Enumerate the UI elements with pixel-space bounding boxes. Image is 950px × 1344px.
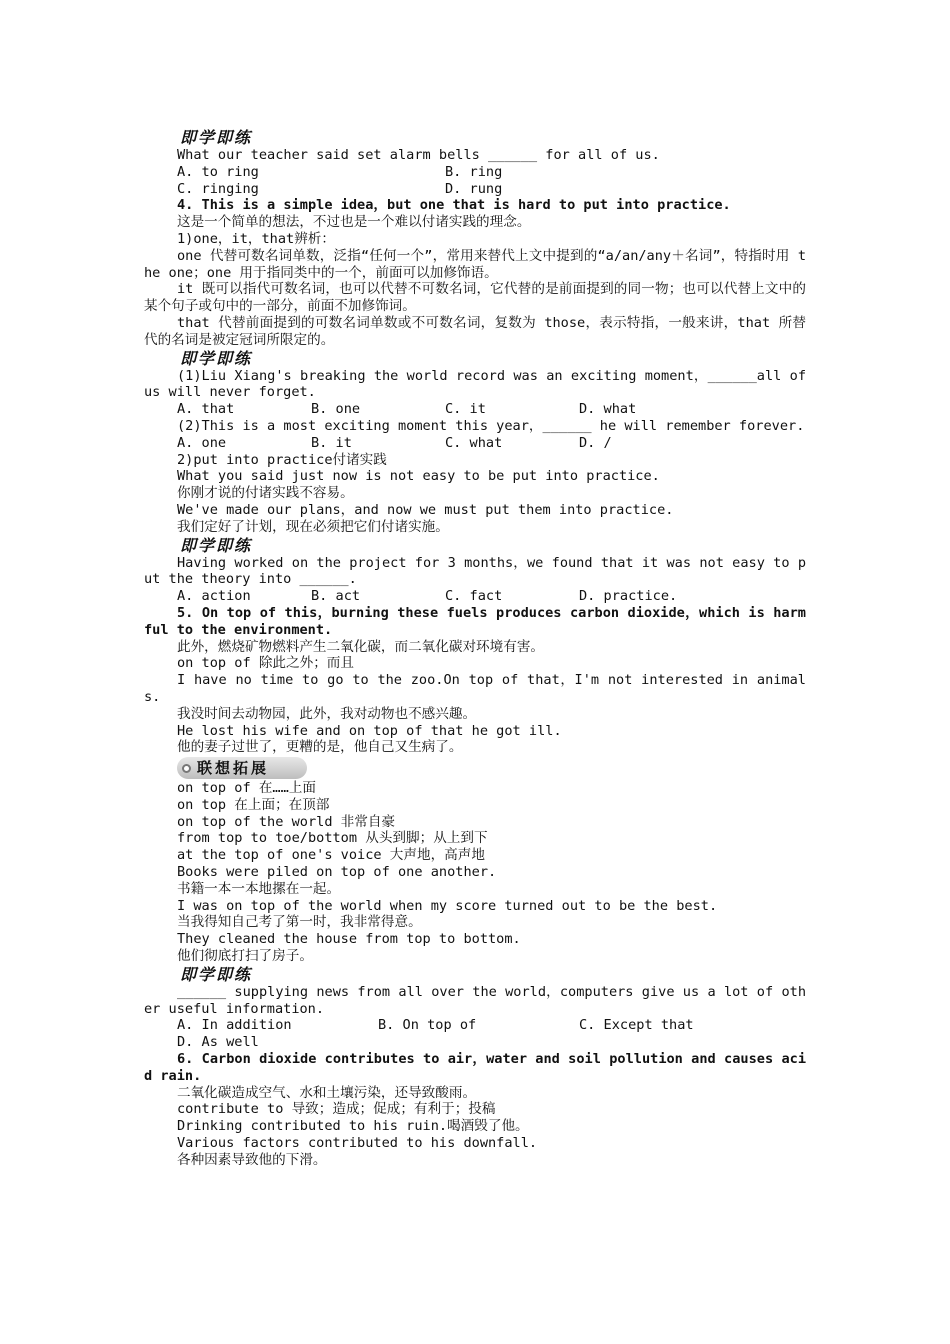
phrase-item: on top of 在……上面 xyxy=(177,780,316,797)
section-title: 6. Carbon dioxide contributes to air，water and soil pollution and causes acid rain. xyxy=(144,1051,806,1084)
example-sentence: Various factors contributed to his downfall. xyxy=(177,1135,538,1152)
option-a: A. In addition xyxy=(177,1017,292,1034)
explanation-paragraph: it 既可以指代可数名词，也可以代替不可数名词，它代替的是前面提到的同一物；也可以代替上文中的某个句子或句中的一部分，前面不加修饰词。 xyxy=(144,281,806,315)
definition: on top of 除此之外；而且 xyxy=(177,655,354,672)
explanation-paragraph: one 代替可数名词单数，泛指“任何一个”，常用来替代上文中提到的“a/an/any＋名词”，特指时用 the one；one 用于指同类中的一个，前面可以加修饰语。 xyxy=(144,247,806,281)
circle-bullet-icon xyxy=(182,764,191,773)
section-title: 5. On top of this，burning these fuels produces carbon dioxide，which is harmful to the environment. xyxy=(144,604,806,638)
practice-tag: 即学即练 xyxy=(180,128,253,147)
options-row xyxy=(144,181,806,198)
phrase-item: from top to toe/bottom 从头到脚；从上到下 xyxy=(177,830,488,847)
definition: contribute to 导致；造成；促成；有利于；投稿 xyxy=(177,1101,496,1118)
option-d: D. / xyxy=(579,434,612,451)
extension-badge-label: 联想拓展 xyxy=(197,759,270,778)
example-sentence: We've made our plans，and now we must put them into practice. xyxy=(177,501,674,518)
practice-tag: 即学即练 xyxy=(180,964,253,984)
example-sentence: What you said just now is not easy to be put into practice. xyxy=(177,468,660,485)
options-row xyxy=(144,401,806,418)
option-a: A. to ring xyxy=(177,163,259,180)
option-d: D. As well xyxy=(177,1034,259,1051)
options-row xyxy=(144,588,806,605)
option-a: A. action xyxy=(177,588,251,605)
option-c: C. Except that xyxy=(579,1017,694,1034)
exercise-question: (1)Liu Xiang's breaking the world record was an exciting moment，______all of us will never forget. xyxy=(144,367,815,401)
phrase-item: at the top of one's voice 大声地，高声地 xyxy=(177,847,485,864)
exercise-question: ______ supplying news from all over the world，computers give us a lot of other useful information. xyxy=(144,983,806,1017)
option-d: D. what xyxy=(579,401,637,418)
option-b: B. one xyxy=(311,401,361,418)
phrase-item: on top of the world 非常自豪 xyxy=(177,813,396,830)
exercise-question: (2)This is a most exciting moment this year，______ he will remember forever. xyxy=(177,417,805,434)
example-translation: 当我得知自己考了第一时，我非常得意。 xyxy=(177,914,422,931)
option-d: D. practice. xyxy=(579,588,678,605)
subheading: 2)put into practice付诸实践 xyxy=(177,451,387,468)
option-b: B. act xyxy=(311,588,361,605)
example-sentence: I have no time to go to the zoo.On top of that，I'm not interested in animals. xyxy=(144,672,806,705)
example-sentence: They cleaned the house from top to bottom. xyxy=(177,931,521,948)
option-c: C. fact xyxy=(445,588,503,605)
options-row xyxy=(144,1034,806,1051)
example-sentence: I was on top of the world when my score turned out to be the best. xyxy=(177,897,718,914)
subheading: 1)one，it，that辨析： xyxy=(177,230,335,247)
option-b: B. On top of xyxy=(378,1017,477,1034)
option-a: A. that xyxy=(177,401,235,418)
extension-badge xyxy=(177,757,307,779)
example-sentence: Books were piled on top of one another. xyxy=(177,864,497,881)
example-translation: 我没时间去动物园，此外，我对动物也不感兴趣。 xyxy=(177,705,477,722)
options-row xyxy=(144,164,806,181)
options-row xyxy=(144,435,806,452)
example-translation: 他们彻底打扫了房子。 xyxy=(177,948,313,965)
example-translation: 你刚才说的付诸实践不容易。 xyxy=(177,485,354,502)
practice-tag: 即学即练 xyxy=(180,535,253,555)
option-c: C. ringing xyxy=(177,180,259,197)
exercise-question: Having worked on the project for 3 months，we found that it was not easy to put the theory into ______. xyxy=(144,554,806,588)
document-page xyxy=(144,128,815,1169)
example-translation: 我们定好了计划，现在必须把它们付诸实施。 xyxy=(177,518,449,535)
option-a: A. one xyxy=(177,434,227,451)
example-sentence: Drinking contributed to his ruin.喝酒毁了他。 xyxy=(177,1118,529,1135)
example-sentence: He lost his wife and on top of that he got ill. xyxy=(177,722,562,739)
translation: 二氧化碳造成空气、水和土壤污染，还导致酸雨。 xyxy=(177,1084,477,1101)
option-c: C. it xyxy=(445,401,486,418)
phrase-item: on top 在上面；在顶部 xyxy=(177,796,330,813)
option-b: B. it xyxy=(311,434,352,451)
options-row xyxy=(144,1017,806,1034)
section-title: 4. This is a simple idea，but one that is hard to put into practice. xyxy=(177,197,731,214)
practice-tag: 即学即练 xyxy=(180,348,253,368)
option-d: D. rung xyxy=(445,180,503,197)
translation: 此外，燃烧矿物燃料产生二氧化碳，而二氧化碳对环境有害。 xyxy=(177,638,545,655)
exercise-question: What our teacher said set alarm bells ______ for all of us. xyxy=(177,147,660,163)
example-translation: 各种因素导致他的下滑。 xyxy=(177,1151,327,1168)
example-translation: 书籍一本一本地摞在一起。 xyxy=(177,880,341,897)
explanation-paragraph: that 代替前面提到的可数名词单数或不可数名词，复数为 those，表示特指，一般来讲，that 所替代的名词是被定冠词所限定的。 xyxy=(144,314,806,348)
example-translation: 他的妻子过世了，更糟的是，他自己又生病了。 xyxy=(177,739,463,756)
translation: 这是一个简单的想法，不过也是一个难以付诸实践的理念。 xyxy=(177,214,531,231)
option-b: B. ring xyxy=(445,163,503,180)
option-c: C. what xyxy=(445,434,503,451)
